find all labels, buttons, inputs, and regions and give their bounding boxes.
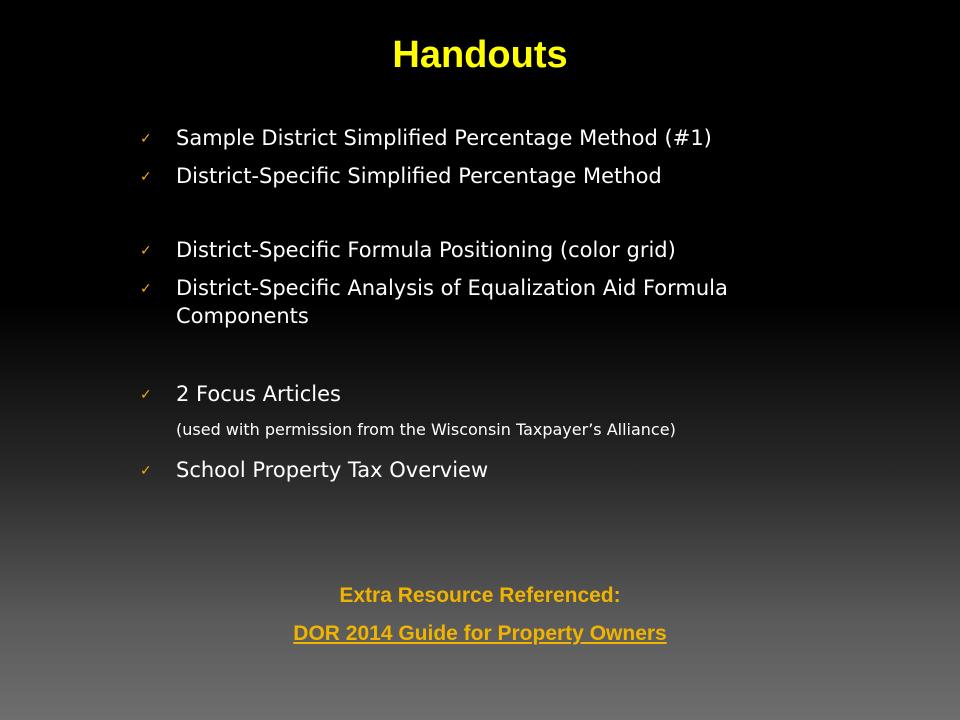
- checkmark-icon: ✓: [140, 463, 152, 479]
- checkmark-icon: ✓: [140, 281, 152, 297]
- list-item-text: 2 Focus Articles: [176, 382, 341, 406]
- list-item-text: District-Specific Formula Positioning (color grid): [176, 238, 676, 262]
- list-item-text: Sample District Simplified Percentage Method (#1): [176, 126, 712, 150]
- permission-note: (used with permission from the Wisconsin Taxpayer’s Alliance): [176, 420, 676, 439]
- checkmark-icon: ✓: [140, 169, 152, 185]
- checkmark-icon: ✓: [140, 243, 152, 259]
- list-item: [140, 456, 860, 486]
- slide-title: Handouts: [392, 34, 568, 76]
- list-item: [140, 124, 860, 154]
- list-item-text: School Property Tax Overview: [176, 458, 489, 482]
- list-item: [140, 274, 860, 330]
- list-item-text: District-Specific Analysis of Equalization Aid Formula Components: [176, 276, 728, 328]
- dor-guide-link[interactable]: DOR 2014 Guide for Property Owners: [293, 622, 667, 645]
- checkmark-icon: ✓: [140, 387, 152, 403]
- extra-resource-link-wrapper: [0, 622, 960, 646]
- list-item: [140, 236, 860, 266]
- extra-resource-heading: Extra Resource Referenced:: [339, 584, 621, 607]
- list-item-text: District-Specific Simplified Percentage Method: [176, 164, 662, 188]
- list-item: [140, 380, 860, 410]
- list-item: [140, 162, 860, 192]
- checkmark-icon: ✓: [140, 131, 152, 147]
